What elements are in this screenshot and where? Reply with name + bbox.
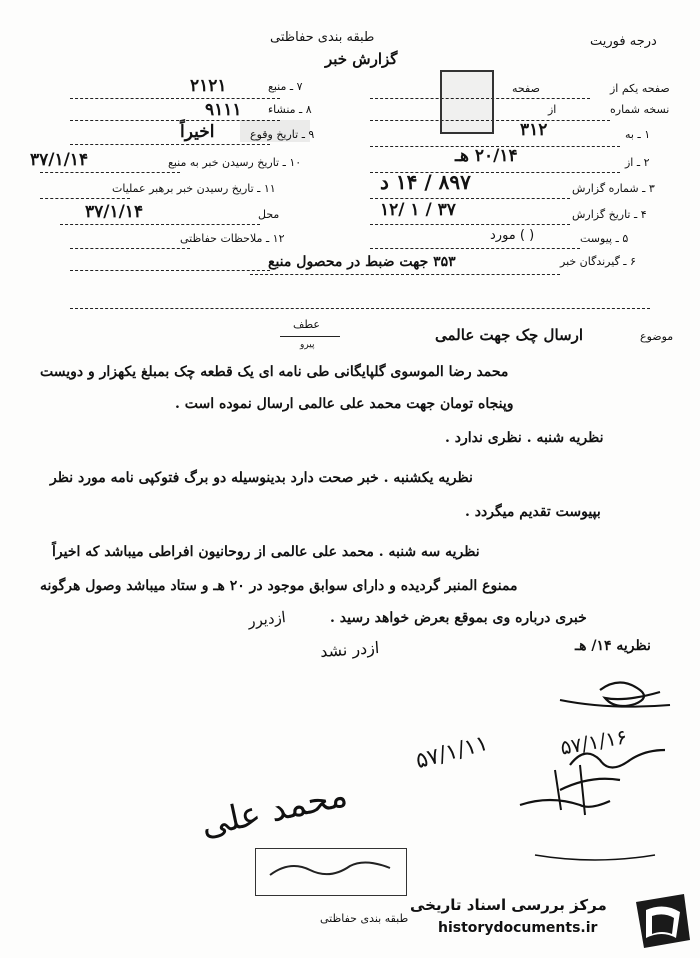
body-line-8: خبری درباره وی بموقع بعرض خواهد رسید . [330,610,587,626]
field-location-label: محل [258,208,280,221]
field-to-label: ۱ ـ به [625,128,651,141]
body-line-7: ممنوع المنبر گردیده و دارای سوابق موجود در ۲۰ هـ و ستاد میباشد وصول هرگونه [40,578,518,594]
field-attachment-value: ( ) مورد [490,228,535,243]
body-line-3: نظریه شنبه . نظری ندارد . [445,430,604,446]
field-from-value: ۲۰/۱۴ هـ [455,146,518,166]
field-received-by-leader-value: ۳۷/۱/۱۴ [85,202,144,222]
atf-label: عطف [293,318,320,331]
field-source-label: ۷ ـ منبع [268,80,303,93]
security-level-footer: طبقه بندی حفاظتی [320,912,409,925]
field-attachment-label: ۵ ـ پیوست [580,232,629,245]
field-received-by-source-value: ۳۷/۱/۱۴ [30,150,89,170]
handwritten-note-1: ازدیرر [247,608,287,630]
body-line-4: نظریه یکشنبه . خبر صحت دارد بدینوسیله دو برگ فتوکپی نامه مورد نظر [50,470,473,486]
subject-value: ارسال چک جهت عالمی [435,326,583,344]
field-recipients-value: ۳۵۳ جهت ضبط در محصول منبع [268,254,456,270]
body-line-1: محمد رضا الموسوی گلپایگانی طی نامه ای یک قطعه چک بمبلغ یکهزار و دویست [40,364,509,380]
pirow-label: پیرو [300,340,315,350]
field-received-by-source-label: ۱۰ ـ تاریخ رسیدن خبر به منبع [168,156,302,169]
watermark-url: historydocuments.ir [438,920,598,936]
field-from-label: ۲ ـ از [625,156,650,169]
watermark-name: مرکز بررسی اسناد تاریخی [410,896,607,914]
field-recipients-label: ۶ ـ گیرندگان خبر [560,255,636,268]
field-occurrence-date-value: اخیراً [180,122,215,142]
field-report-number-label: ۳ ـ شماره گزارش [572,182,655,195]
handwritten-name: محمد علی [197,775,351,845]
field-occurrence-date-label: ۹ ـ تاریخ وقوع [250,128,315,141]
handwritten-date-1: ۵۷/۱/۱۱ [413,730,491,775]
body-line-6: نظریه سه شنبه . محمد علی عالمی از روحانیون افراطی میباشد که اخیراً [52,544,480,560]
field-copy-value: از [548,103,557,116]
field-copy-label: نسخه شماره [610,103,670,116]
subject-label: موضوع [640,330,674,343]
field-report-date-value: ۱۲/ ۱ / ۳۷ [380,200,456,220]
field-source-value: ۲۱۲۱ [190,76,227,96]
field-origin-value: ۹۱۱۱ [205,100,242,120]
handwritten-date-2: ۵۷/۱/۱۶ [558,724,629,760]
urgency-label: درجه فوریت [590,34,657,49]
body-line-2: وپنجاه تومان جهت محمد علی عالمی ارسال نموده است . [175,396,514,412]
body-line-5: بپیوست تقدیم میگردد . [465,504,601,520]
field-page-label: صفحه یکم از [610,82,670,95]
security-level-header: طبقه بندی حفاظتی [270,30,375,45]
body-line-9: نظریه ۱۴/ هـ [575,638,651,654]
field-security-notes-label: ۱۲ ـ ملاحظات حفاظتی [180,232,285,245]
field-origin-label: ۸ ـ منشاء [268,103,312,116]
field-page-value: صفحه [512,82,540,95]
field-received-by-leader-label: ۱۱ ـ تاریخ رسیدن خبر برهبر عملیات [112,182,276,195]
field-to-value: ۳۱۲ [520,120,548,140]
handwritten-note-2: ازدر نشد [319,637,380,662]
field-report-number-value: ۸۹۷ / ۱۴ د [380,170,471,194]
report-title: گزارش خبر [325,50,398,68]
field-report-date-label: ۴ ـ تاریخ گزارش [572,208,647,221]
